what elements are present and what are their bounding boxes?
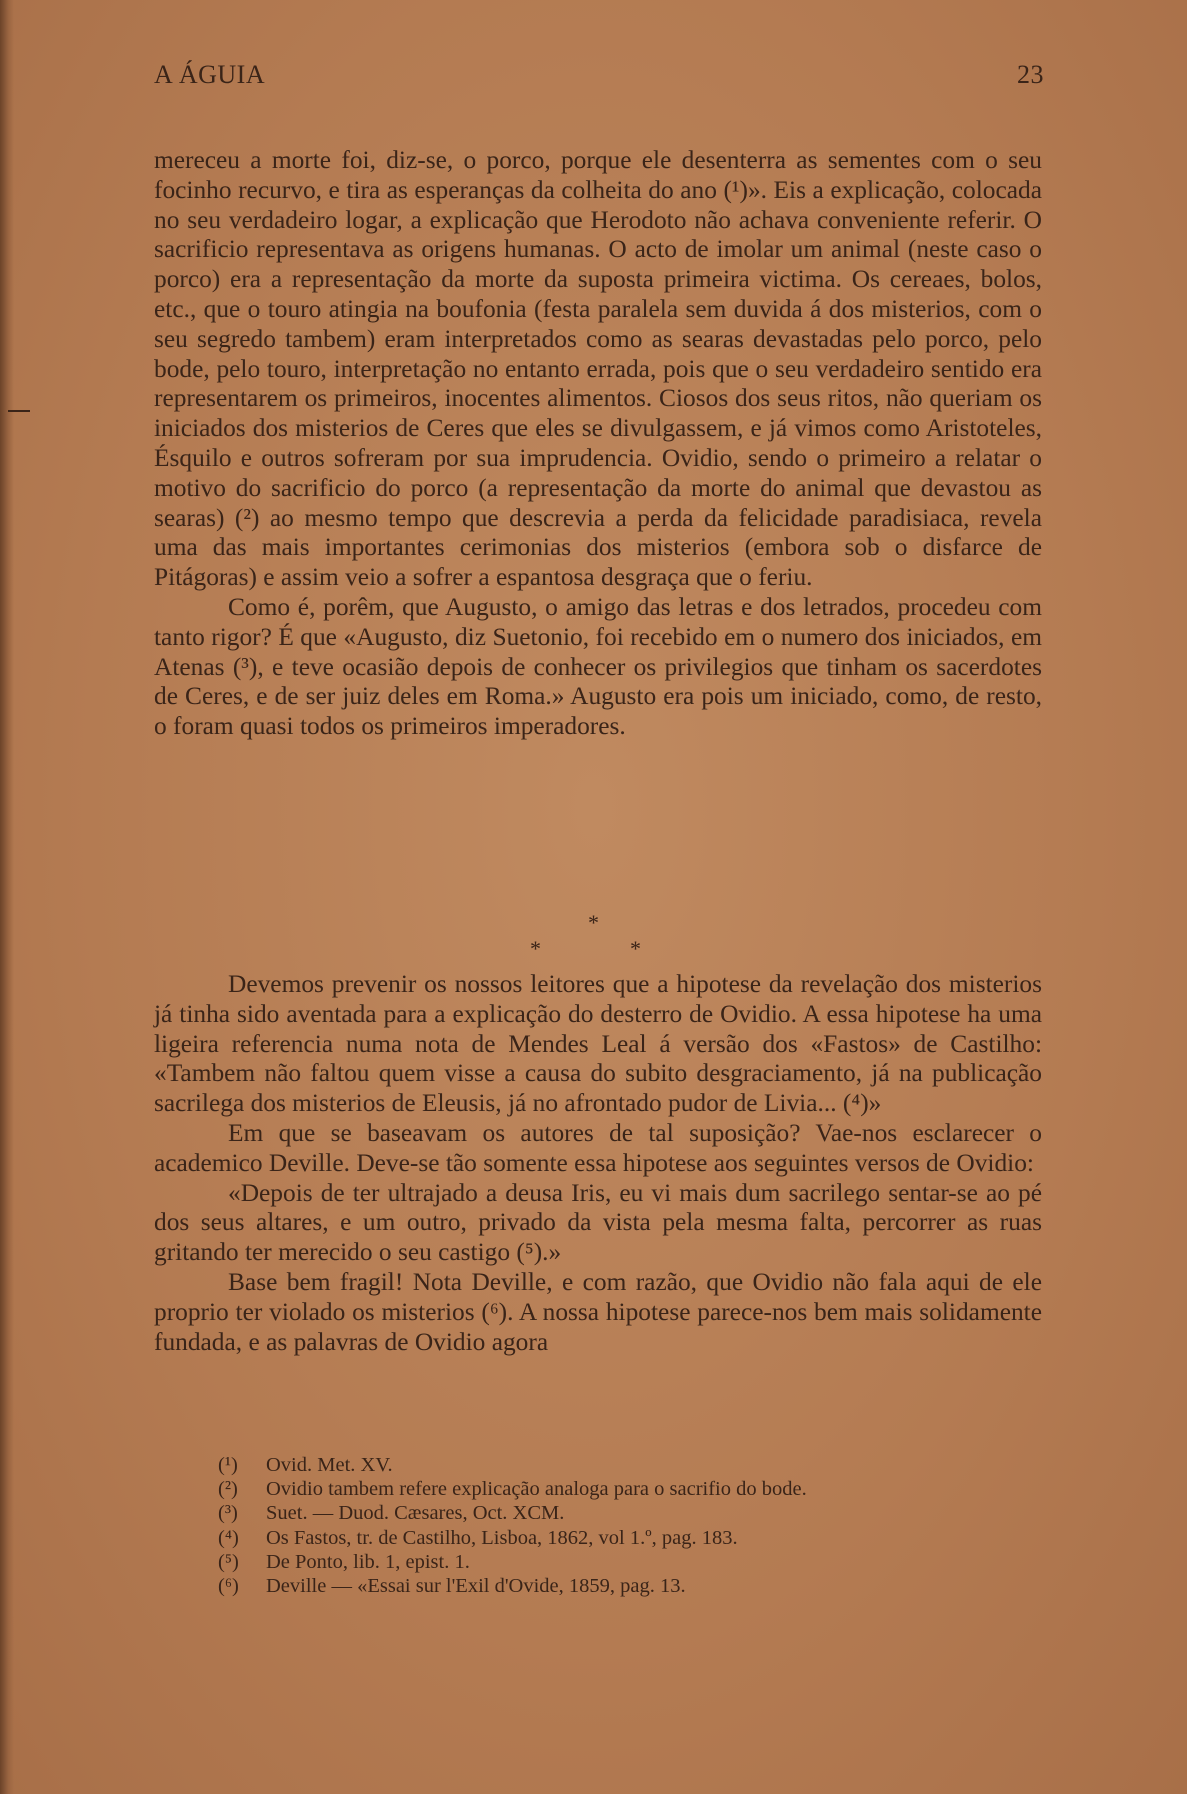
margin-mark [8,410,30,412]
paragraph-1: mereceu a morte foi, diz-se, o porco, porque ele desenterra as sementes com o seu focinho recurvo, e tira as esperanças da colheita do ano (¹)». Eis a explicação, colocada no seu verdadeiro logar, a explicação que Herodoto não achava conveniente referir. O sacrificio representava as origens humanas. O acto de imolar um animal (neste caso o porco) era a representação da morte da suposta primeira victima. Os cereaes, bolos, etc., que o touro atingia na boufonia (festa paralela sem duvida á dos misterios, com o seu segredo tambem) eram interpretados como as searas devastadas pelo porco, pelo bode, pelo touro, interpretação no entanto errada, pois que o seu verdadeiro sentido era representarem os primeiros, inocentes alimentos. Ciosos dos seus ritos, não queriam os iniciados dos misterios de Ceres que eles se divulgassem, e já vimos como Aristoteles, Ésquilo e outros sofreram por sua imprudencia. Ovidio, sendo o primeiro a relatar o motivo do sacrificio do porco (a representação da morte do animal que devastou as searas) (²) ao mesmo tempo que descrevia a perda da felicidade paradisiaca, revela uma das mais importantes cerimonias dos misterios (embora sob o disfarce de Pitágoras) e assim veio a sofrer a espantosa desgraça que o feriu. [154,146,1042,592]
page-edge [0,0,14,1794]
footnote-2 [218,1477,1018,1501]
footnote-4 [218,1526,1018,1550]
body-section-1 [154,146,1042,742]
footnote-text: Ovid. Met. XV. [266,1454,393,1476]
footnote-mark: (³) [218,1502,238,1525]
paragraph-5: «Depois de ter ultrajado a deusa Iris, eu vi mais dum sacrilego sentar-se ao pé dos seus altares, e um outro, privado da vista pela mesma falta, percorrer as ruas gritando ter merecido o seu castigo (⁵).» [154,1178,1042,1267]
asterism-star-left: * [530,936,541,961]
page-header [154,60,1044,96]
footnote-mark: (⁵) [218,1550,239,1573]
asterism-star-right: * [630,936,641,961]
footnote-text: De Ponto, lib. 1, epist. 1. [266,1550,470,1573]
footnote-mark: (²) [218,1478,238,1501]
paragraph-6: Base bem fragil! Nota Deville, e com razão, que Ovidio não fala aqui de ele proprio ter violado os misterios (⁶). A nossa hipotese parece-nos bem mais solidamente fundada, e as palavras de Ovidio agora [154,1267,1042,1356]
footnote-mark: (¹) [218,1454,238,1476]
footnote-3 [218,1501,1018,1525]
footnote-text: Suet. — Duod. Cæsares, Oct. XCM. [266,1502,565,1525]
asterism-star-top: * [588,910,599,935]
paragraph-2: Como é, porêm, que Augusto, o amigo das letras e dos letrados, procedeu com tanto rigor? É que «Augusto, diz Suetonio, foi recebido em o numero dos iniciados, em Atenas (³), e teve ocasião depois de conhecer os privilegios que tinham os sacerdotes de Ceres, e de ser juiz deles em Roma.» Augusto era pois um iniciado, como, de resto, o foram quasi todos os primeiros imperadores. [154,592,1042,741]
footnote-text: Ovidio tambem refere explicação analoga para o sacrifio do bode. [266,1478,807,1501]
footnote-1 [218,1453,1018,1477]
footnotes [218,1453,1018,1598]
footnote-5 [218,1550,1018,1574]
page-number: 23 [1017,60,1044,89]
paragraph-4: Em que se baseavam os autores de tal suposição? Vae-nos esclarecer o academico Deville. Deve-se tão somente essa hipotese aos seguintes versos de Ovidio: [154,1118,1042,1177]
footnote-text: Deville — «Essai sur l'Exil d'Ovide, 1859, pag. 13. [266,1575,686,1598]
footnote-mark: (⁴) [218,1526,239,1549]
footnote-text: Os Fastos, tr. de Castilho, Lisboa, 1862, vol 1.º, pag. 183. [266,1526,738,1549]
body-section-2 [154,970,1042,1357]
running-title: A ÁGUIA [154,60,266,89]
paragraph-3: Devemos prevenir os nossos leitores que a hipotese da revelação dos misterios já tinha sido aventada para a explicação do desterro de Ovidio. A essa hipotese ha uma ligeira referencia numa nota de Mendes Leal á versão dos «Fastos» de Castilho: «Tambem não faltou quem visse a causa do subito desgraciamento, já na publicação sacrilega dos misterios de Eleusis, já no afrontado pudor de Livia... (⁴)» [154,970,1042,1118]
footnote-6 [218,1574,1018,1598]
footnote-mark: (⁶) [218,1575,239,1598]
section-asterism [530,910,670,974]
